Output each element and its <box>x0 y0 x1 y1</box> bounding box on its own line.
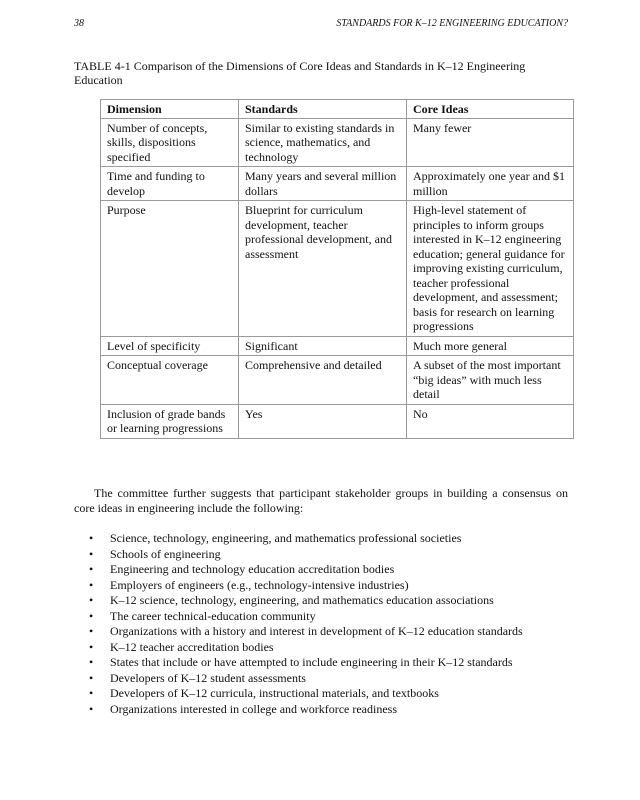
table-cell: Significant <box>239 336 407 356</box>
table-cell: Yes <box>239 404 407 438</box>
running-title: STANDARDS FOR K–12 ENGINEERING EDUCATION? <box>336 18 568 29</box>
table-cell: Comprehensive and detailed <box>239 356 407 405</box>
bullet-icon: • <box>89 608 94 623</box>
table-row <box>101 404 574 438</box>
table-cell: Much more general <box>407 336 574 356</box>
list-item: • Engineering and technology education accreditation bodies <box>89 562 395 576</box>
bullet-icon: • <box>89 531 94 545</box>
bullet-icon: • <box>89 670 94 685</box>
list-item: • States that include or have attempted to include engineering in their K–12 standards <box>89 655 513 669</box>
bullet-icon: • <box>89 562 94 576</box>
table-cell: High-level statement of principles to inform groups interested in K–12 engineering education; general guidance for improving existing curriculum, teacher professional development, and assessment; basis for research on learning progressions <box>407 201 574 337</box>
stakeholder-list <box>74 531 574 717</box>
list-item: • K–12 science, technology, engineering, and mathematics education associations <box>89 593 494 607</box>
list-item: • Schools of engineering <box>89 546 221 561</box>
table-cell: Blueprint for curriculum development, teacher professional development, and assessment <box>239 201 407 337</box>
table-row <box>101 356 574 405</box>
list-item: • Developers of K–12 student assessments <box>89 670 306 685</box>
table-row <box>101 167 574 201</box>
column-header-standards: Standards <box>239 100 407 119</box>
table-cell: Level of specificity <box>101 336 239 356</box>
bullet-icon: • <box>89 655 94 669</box>
table-cell: A subset of the most important “big ideas” with much less detail <box>407 356 574 405</box>
bullet-icon: • <box>89 593 94 607</box>
table-cell: Purpose <box>101 201 239 337</box>
table-cell: Conceptual coverage <box>101 356 239 405</box>
list-item: • Science, technology, engineering, and mathematics professional societies <box>89 531 462 545</box>
list-item: • Developers of K–12 curricula, instructional materials, and textbooks <box>89 686 439 700</box>
table-cell: Time and funding to develop <box>101 167 239 201</box>
table-cell: Many fewer <box>407 118 574 167</box>
paragraph-text: The committee further suggests that participant stakeholder groups in building a consensus on core ideas in engineering include the following: <box>74 486 568 515</box>
bullet-icon: • <box>89 686 94 700</box>
table-cell: No <box>407 404 574 438</box>
list-item: • Organizations with a history and interest in development of K–12 education standards <box>89 624 523 638</box>
list-item: • The career technical-education community <box>89 608 316 623</box>
table-cell: Approximately one year and $1 million <box>407 167 574 201</box>
table-row <box>101 118 574 167</box>
bullet-icon: • <box>89 701 94 716</box>
list-item: • Employers of engineers (e.g., technology-intensive industries) <box>89 577 409 592</box>
table-cell: Similar to existing standards in science, mathematics, and technology <box>239 118 407 167</box>
bullet-icon: • <box>89 577 94 592</box>
table-row <box>101 201 574 337</box>
bullet-icon: • <box>89 639 94 654</box>
table-caption: TABLE 4-1 Comparison of the Dimensions of Core Ideas and Standards in K–12 Engineering Education <box>74 59 526 87</box>
table-header-row <box>101 100 574 119</box>
table-row <box>101 336 574 356</box>
bullet-icon: • <box>89 546 94 561</box>
table-cell: Many years and several million dollars <box>239 167 407 201</box>
table-cell: Number of concepts, skills, dispositions specified <box>101 118 239 167</box>
page-number: 38 <box>74 18 84 29</box>
column-header-core-ideas: Core Ideas <box>407 100 574 119</box>
comparison-table <box>100 99 574 439</box>
list-item: • Organizations interested in college and workforce readiness <box>89 701 398 716</box>
column-header-dimension: Dimension <box>101 100 239 119</box>
bullet-icon: • <box>89 624 94 638</box>
table-cell: Inclusion of grade bands or learning progressions <box>101 404 239 438</box>
list-item: • K–12 teacher accreditation bodies <box>89 639 274 654</box>
body-paragraph <box>74 486 568 516</box>
